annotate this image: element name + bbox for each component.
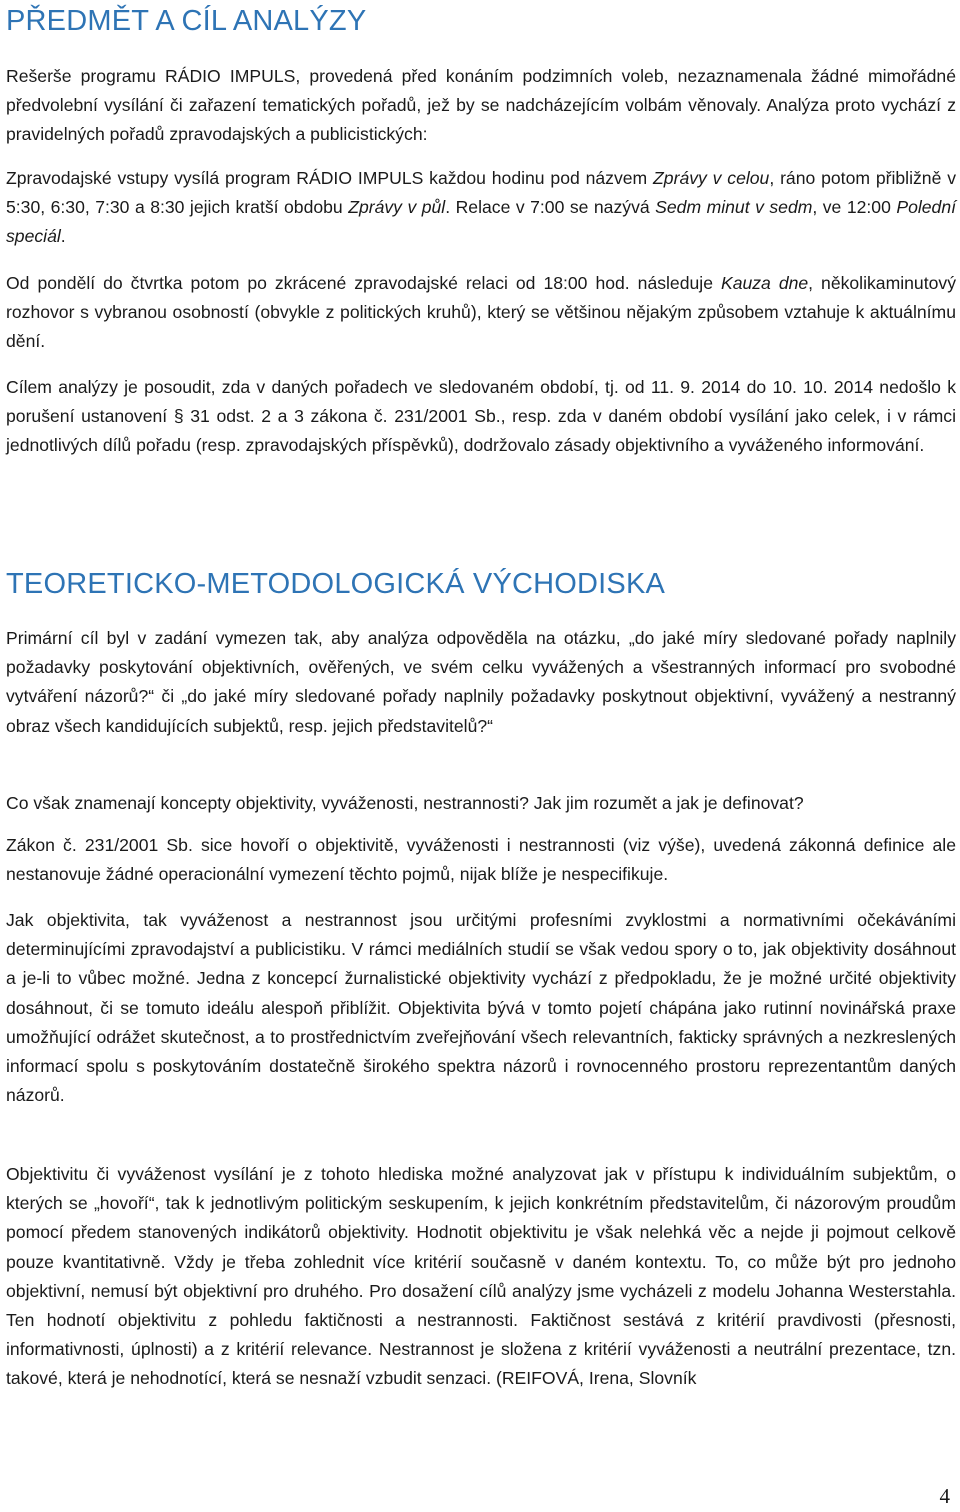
paragraph-news-schedule — [6, 164, 956, 252]
paragraph-text: Cílem analýzy je posoudit, zda v daných pořadech ve sledovaném období, tj. od 11. 9. 2014 do 10. 10. 2014 nedošlo k porušení ustanovení § 31 odst. 2 a 3 zákona č. 231/2001 Sb., resp. zda v daném období vysílání jako celek, i v rámci jednotlivých dílů pořadu (resp. zpravodajských příspěvků), dodržovalo zásady objektivního a vyváženého informování. — [6, 377, 956, 456]
paragraph-objectivity — [6, 906, 956, 1110]
page-number: 4 — [939, 1484, 950, 1508]
program-title-zpravy-v-celou: Zprávy v celou — [653, 168, 770, 188]
text-run: , ráno potom přibližně v 5:30, 6:30, 7:30 a 8:30 jejich kratší obdobu — [6, 168, 956, 218]
text-run: Od pondělí do čtvrtka potom po zkrácené zpravodajské relaci od 18:00 hod. následuje — [6, 273, 721, 293]
paragraph-text: Co však znamenají koncepty objektivity, vyváženosti, nestrannosti? Jak jim rozumět a jak je definovat? — [6, 793, 804, 813]
program-title-kauza-dne: Kauza dne — [720, 273, 809, 293]
text-run: . Relace v 7:00 se nazývá — [445, 197, 656, 218]
section-heading-teoreticko: TEORETICKO-METODOLOGICKÁ VÝCHODISKA — [6, 568, 666, 600]
paragraph-text: Objektivitu či vyváženost vysílání je z tohoto hlediska možné analyzovat jak v přístupu k individuálním subjektům, o kterých se „hovoří“, tak k jednotlivým politickým seskupením, k jejich konkrétním představitelům, či názorovým proudům pomocí předem stanovených indikátorů objektivity. Hodnotit objektivitu je však nelehká věc a nejde ji pojmout celkově pouze kvantitativně. Vždy je třeba zohlednit více kritérií současně v daném kontextu. To, co může být pro jednoho objektivní, nemusí být objektivní pro druhého. Pro dosažení cílů analýzy jsme vycházeli z modelu Johanna Westerstahla. Ten hodnotí objektivitu z pohledu faktičnosti a nestrannosti. Faktičnost sestává z kritérií pravdivosti (přesnosti, informativnosti, úplnosti) a z kritérií relevance. Nestrannost je složena z kritérií vyváženosti a neutrální prezentace, tzn. takové, která je nehodnotící, která se nesnaží vzbudit senzaci. (REIFOVÁ, Irena, Slovník — [6, 1164, 956, 1389]
text-run: , ve 12:00 — [812, 197, 897, 218]
paragraph-kauza-dne — [6, 269, 956, 357]
section-heading-predmet: PŘEDMĚT A CÍL ANALÝZY — [6, 5, 367, 37]
paragraph-text — [6, 269, 956, 357]
program-title-poledni-special: Polední speciál — [6, 197, 957, 247]
paragraph-question — [6, 789, 956, 818]
paragraph-law — [6, 831, 956, 889]
program-title-sedm-minut: Sedm minut v sedm — [655, 197, 813, 218]
paragraph-goal — [6, 373, 956, 461]
text-run: . — [60, 226, 66, 247]
paragraph-analysis-model — [6, 1160, 956, 1394]
program-title-zpravy-v-pul: Zprávy v půl — [348, 197, 446, 218]
paragraph-text: Jak objektivita, tak vyváženost a nestrannost jsou určitými profesními zvyklostmi a normativními očekáváními determinujícími zpravodajství a publicistiku. V rámci mediálních studií se však vedou spory o to, jak objektivity dosáhnout a je-li to vůbec možné. Jedna z koncepcí žurnalistické objektivity vychází z předpokladu, že je možné určité objektivity dosáhnout, či se tomuto ideálu alespoň přiblížit. Objektivita bývá v tomto pojetí chápána jako rutinní novinářská praxe umožňující odrážet skutečnost, a to prostřednictvím zveřejňování všech relevantních, fakticky správných a nezkreslených informací spolu s poskytováním dostatečně širokého spektra názorů i rovnocenného prostoru reprezentantům daných názorů. — [6, 910, 956, 1106]
paragraph-text: Zákon č. 231/2001 Sb. sice hovoří o objektivitě, vyváženosti i nestrannosti (viz výše), uvedená zákonná definice ale nestanovuje žádné operacionální vymezení těchto pojmů, nijak blíže je nespecifikuje. — [6, 835, 956, 885]
paragraph-text — [6, 164, 956, 252]
paragraph-text: Primární cíl byl v zadání vymezen tak, aby analýza odpověděla na otázku, „do jaké míry sledované pořady naplnily požadavky poskytování objektivních, ověřených, ve svém celku vyvážených a všestranných informací pro svobodné vytváření názorů?“ či „do jaké míry sledované pořady naplnily požadavky poskytnout objektivní, vyvážený a nestranný obraz všech kandidujících subjektů, resp. jejich představitelů?“ — [6, 628, 956, 736]
text-run: Zpravodajské vstupy vysílá program RÁDIO IMPULS každou hodinu pod názvem — [6, 168, 654, 188]
paragraph-text: Rešerše programu RÁDIO IMPULS, provedená před konáním podzimních voleb, nezaznamenala žádné mimořádné předvolební vysílání či zařazení tematických pořadů, jež by se nadcházejícím volbám věnovaly. Analýza proto vychází z pravidelných pořadů zpravodajských a publicistických: — [6, 66, 956, 145]
paragraph-intro — [6, 62, 956, 150]
paragraph-primary-goal — [6, 624, 956, 741]
text-run: , několikaminutový rozhovor s vybranou osobností (obvykle z politických kruhů), který se většinou nějakým způsobem vztahuje k aktuálnímu dění. — [6, 273, 956, 352]
